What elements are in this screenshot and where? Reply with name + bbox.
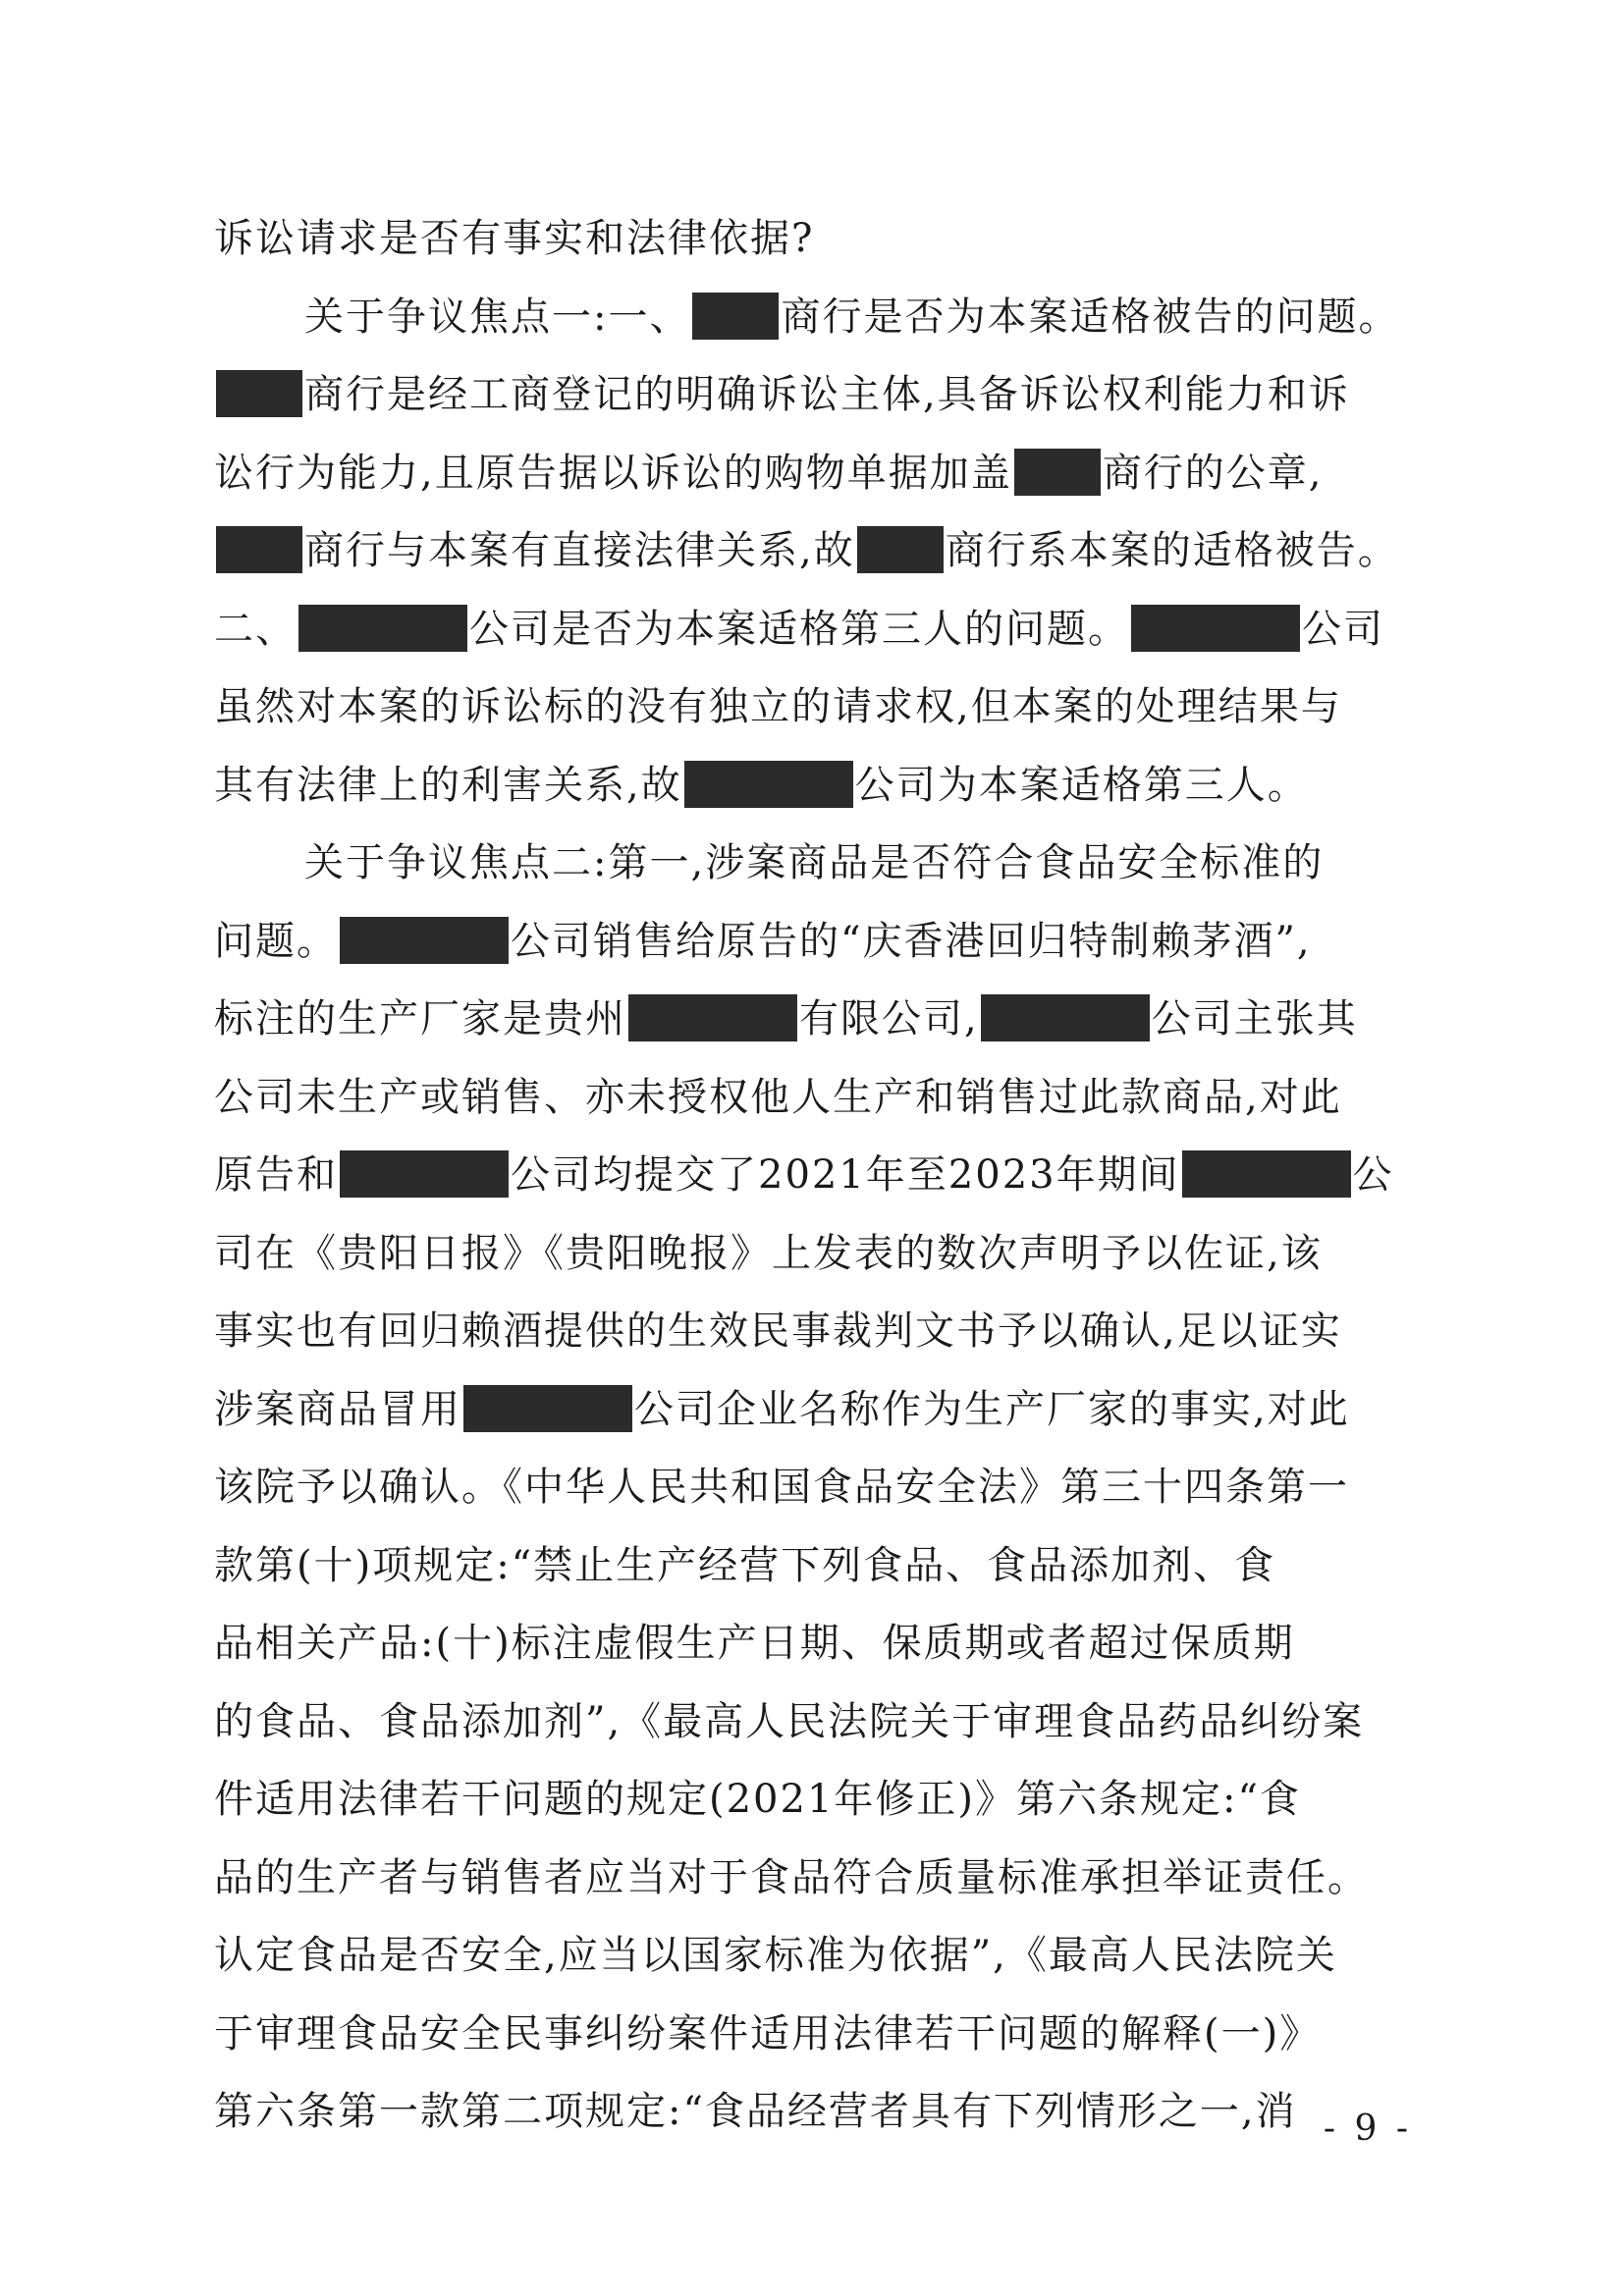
text-segment: 标注的生产厂家是贵州 [214, 996, 626, 1041]
text-segment: 第六条第一款第二项规定:“食品经营者具有下列情形之一,消 [214, 2089, 1297, 2134]
redaction-box [463, 1385, 632, 1432]
text-line [214, 747, 1422, 826]
redaction-box [1131, 605, 1300, 652]
text-segment: 公司 [1302, 606, 1384, 652]
text-segment: 款第(十)项规定:“禁止生产经营下列食品、食品添加剂、食 [214, 1542, 1276, 1588]
text-line [214, 1683, 1422, 1762]
text-segment: 商行与本案有直接法律关系,故 [304, 528, 855, 573]
text-line [214, 1215, 1422, 1294]
text-segment: 公司均提交了2021年至2023年期间 [511, 1152, 1180, 1198]
text-line [214, 1605, 1422, 1683]
text-segment: 件适用法律若干问题的规定(2021年修正)》第六条规定:“食 [214, 1777, 1301, 1822]
text-line [214, 668, 1422, 747]
text-segment: 其有法律上的利害关系,故 [214, 762, 682, 808]
text-line [214, 1527, 1422, 1606]
text-segment: 有限公司, [799, 996, 979, 1041]
text-line [214, 200, 1422, 279]
text-segment: 二、 [214, 606, 297, 652]
text-segment: 该院予以确认。《中华人民共和国食品安全法》第三十四条第一 [214, 1465, 1349, 1510]
text-line [214, 1293, 1422, 1371]
text-segment: 商行是否为本案适格被告的问题。 [781, 294, 1400, 340]
redaction-box [216, 370, 302, 417]
text-segment: 公 [1352, 1152, 1394, 1198]
text-line [214, 1449, 1422, 1527]
text-segment: 问题。 [214, 918, 338, 964]
text-segment: 原告和 [214, 1152, 338, 1198]
text-segment: 商行是经工商登记的明确诉讼主体,具备诉讼权利能力和诉 [304, 372, 1350, 417]
redaction-box [216, 526, 302, 573]
text-line [214, 1137, 1422, 1215]
text-segment: 商行系本案的适格被告。 [945, 528, 1399, 573]
text-line [214, 1761, 1422, 1840]
page-number: - 9 - [1323, 2109, 1412, 2149]
text-segment: 认定食品是否安全,应当以国家标准为依据”,《最高人民法院关 [214, 1933, 1337, 1978]
text-segment: 涉案商品冒用 [214, 1386, 461, 1432]
text-line [214, 981, 1422, 1059]
text-line [214, 1840, 1422, 1918]
text-line [214, 356, 1422, 435]
text-segment: 公司企业名称作为生产厂家的事实,对此 [634, 1386, 1350, 1432]
text-segment: 事实也有回归赖酒提供的生效民事裁判文书予以确认,足以证实 [214, 1308, 1342, 1354]
text-line [214, 591, 1422, 669]
text-line [214, 1996, 1422, 2074]
redaction-box [692, 293, 779, 340]
text-line [214, 1059, 1422, 1138]
redaction-box [1182, 1150, 1351, 1198]
text-segment: 关于争议焦点一:一、 [304, 294, 691, 340]
text-line [214, 825, 1422, 903]
text-segment: 关于争议焦点二:第一,涉案商品是否符合食品安全标准的 [304, 840, 1325, 885]
redaction-box [1014, 449, 1101, 496]
redaction-box [340, 1150, 509, 1198]
text-segment: 讼行为能力,且原告据以诉讼的购物单据加盖 [214, 450, 1012, 496]
text-segment: 公司未生产或销售、亦未授权他人生产和销售过此款商品,对此 [214, 1074, 1342, 1120]
text-line [214, 435, 1422, 513]
text-segment: 于审理食品安全民事纠纷案件适用法律若干问题的解释(一)》 [214, 2010, 1322, 2056]
text-segment: 公司为本案适格第三人。 [854, 762, 1309, 808]
redaction-box [684, 761, 853, 808]
redaction-box [628, 994, 797, 1041]
text-line [214, 2073, 1422, 2152]
text-line [214, 903, 1422, 982]
redaction-box [340, 917, 509, 964]
redaction-box [298, 605, 467, 652]
text-segment: 诉讼请求是否有事实和法律依据? [214, 216, 815, 261]
text-line [214, 1917, 1422, 1996]
body-text [214, 200, 1422, 2152]
text-segment: 公司是否为本案适格第三人的问题。 [469, 606, 1129, 652]
text-line [214, 279, 1422, 357]
text-segment: 品的生产者与销售者应当对于食品符合质量标准承担举证责任。 [214, 1854, 1369, 1900]
text-line [214, 512, 1422, 591]
redaction-box [981, 994, 1150, 1041]
text-segment: 商行的公章, [1102, 450, 1324, 496]
text-segment: 虽然对本案的诉讼标的没有独立的请求权,但本案的处理结果与 [214, 684, 1342, 729]
text-segment: 司在《贵阳日报》《贵阳晚报》上发表的数次声明予以佐证,该 [214, 1230, 1323, 1276]
text-segment: 的食品、食品添加剂”,《最高人民法院关于审理食品药品纠纷案 [214, 1698, 1365, 1744]
text-segment: 品相关产品:(十)标注虚假生产日期、保质期或者超过保质期 [214, 1621, 1295, 1666]
text-line [214, 1371, 1422, 1450]
text-segment: 公司主张其 [1151, 996, 1358, 1041]
redaction-box [857, 526, 944, 573]
text-segment: 公司销售给原告的“庆香港回归特制赖茅酒”, [511, 918, 1312, 964]
